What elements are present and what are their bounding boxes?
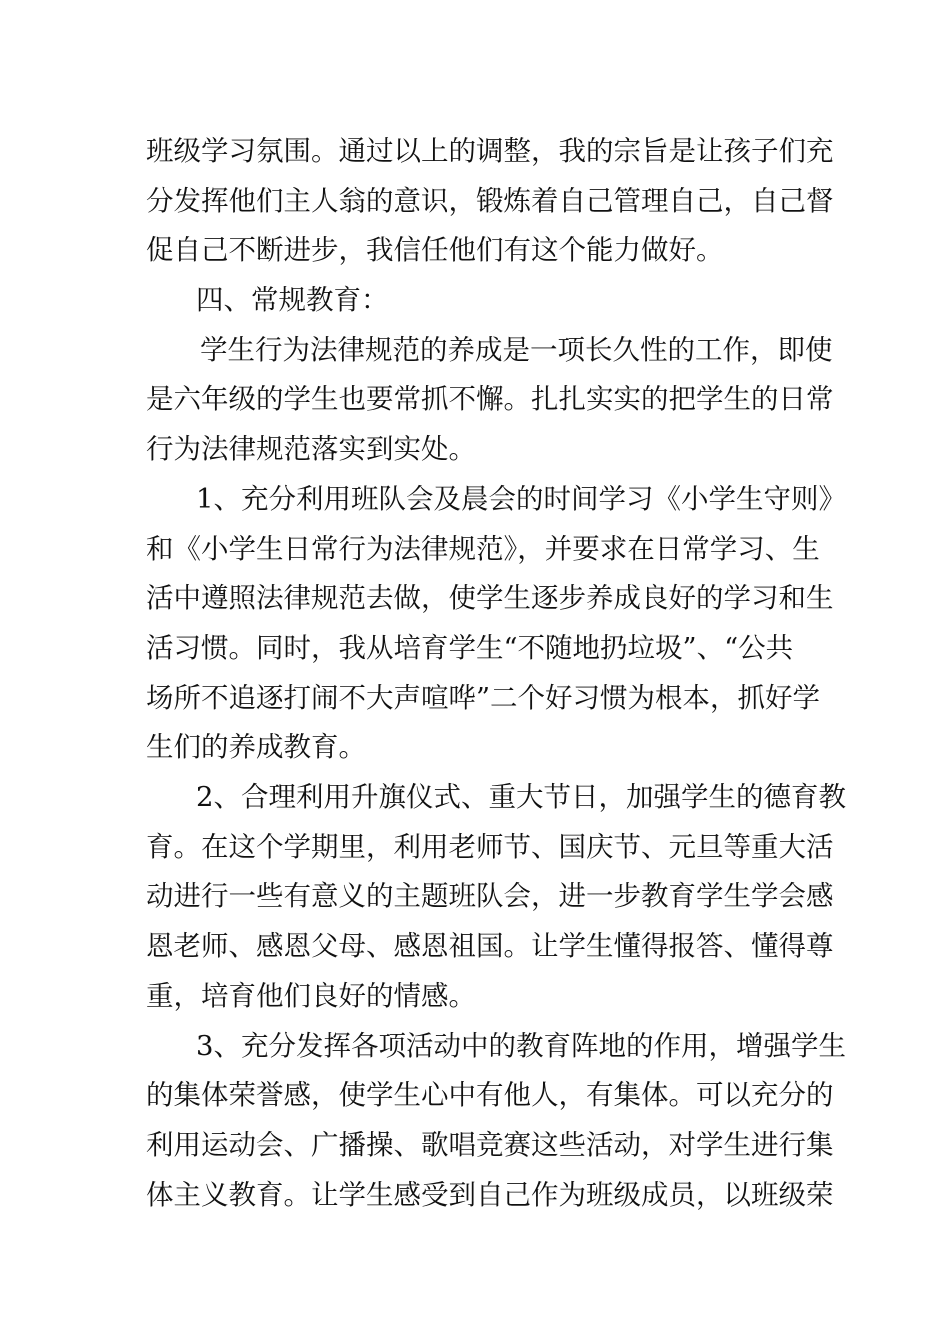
paragraph-line: 利用运动会、广播操、歌唱竞赛这些活动，对学生进行集 <box>146 1129 834 1161</box>
paragraph-line: 学生行为法律规范的养成是一项长久性的工作，即使 <box>200 334 833 366</box>
paragraph-line: 是六年级的学生也要常抓不懈。扎扎实实的把学生的日常 <box>146 383 834 415</box>
paragraph-line: 场所不追逐打闹不大声喧哗”二个好习惯为根本，抓好学 <box>146 682 821 714</box>
paragraph-line: 分发挥他们主人翁的意识，锻炼着自己管理自己，自己督 <box>146 185 834 217</box>
paragraph-line: 活中遵照法律规范去做，使学生逐步养成良好的学习和生 <box>146 582 834 614</box>
paragraph-line: 3、充分发挥各项活动中的教育阵地的作用，增强学生 <box>196 1030 846 1062</box>
paragraph-line: 重，培育他们良好的情感。 <box>146 980 476 1012</box>
paragraph-line: 班级学习氛围。通过以上的调整，我的宗旨是让孩子们充 <box>146 135 834 167</box>
paragraph-line: 行为法律规范落实到实处。 <box>146 433 476 465</box>
paragraph-line: 恩老师、感恩父母、感恩祖国。让学生懂得报答、懂得尊 <box>146 930 834 962</box>
paragraph-line: 和《小学生日常行为法律规范》，并要求在日常学习、生 <box>146 533 820 565</box>
paragraph-line: 动进行一些有意义的主题班队会，进一步教育学生学会感 <box>146 880 834 912</box>
paragraph-line: 的集体荣誉感，使学生心中有他人，有集体。可以充分的 <box>146 1079 834 1111</box>
paragraph-line: 促自己不断进步，我信任他们有这个能力做好。 <box>146 234 724 266</box>
paragraph-line: 2、合理利用升旗仪式、重大节日，加强学生的德育教 <box>196 781 846 813</box>
paragraph-line: 育。在这个学期里，利用老师节、国庆节、元旦等重大活 <box>146 831 834 863</box>
paragraph-line: 体主义教育。让学生感受到自己作为班级成员，以班级荣 <box>146 1179 834 1211</box>
paragraph-line: 生们的养成教育。 <box>146 731 366 763</box>
paragraph-line: 1、充分利用班队会及晨会的时间学习《小学生守则》 <box>196 483 846 515</box>
paragraph-line: 活习惯。同时，我从培育学生“不随地扔垃圾”、“公共 <box>146 632 794 664</box>
section-heading: 四、常规教育： <box>196 284 389 316</box>
